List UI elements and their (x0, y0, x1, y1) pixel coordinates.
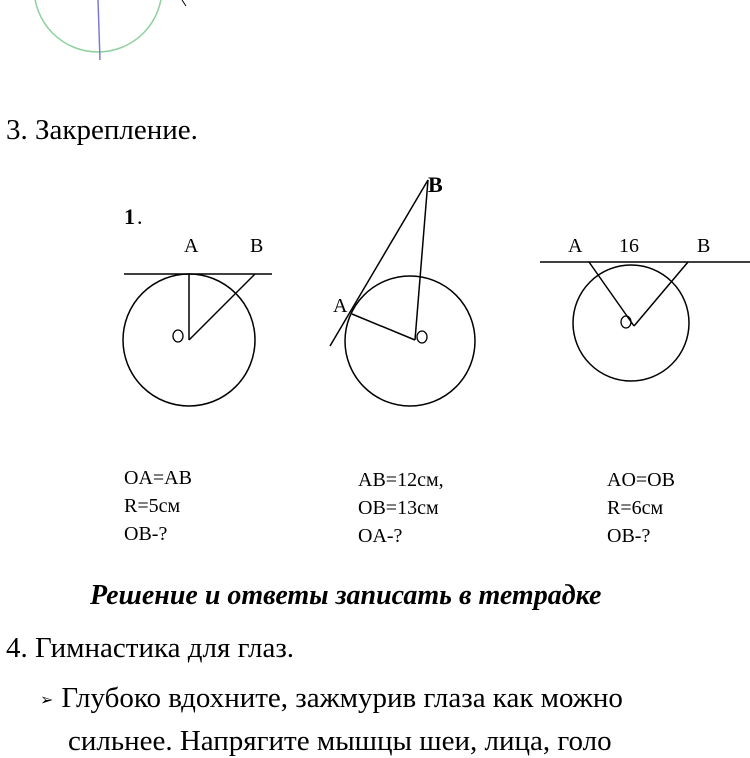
figure-2-label-b: B (428, 172, 443, 197)
figure-3 (540, 235, 750, 381)
figure-3-label-a: A (568, 235, 583, 257)
previous-figure-fragment (0, 0, 200, 70)
figure-1-label-b: B (250, 235, 264, 257)
figure-1-conditions (124, 464, 192, 548)
figure-1-segment-ob (189, 274, 255, 340)
condition-line: OA=AB (124, 467, 192, 489)
condition-line: OB=13см (358, 497, 439, 519)
bullet-text-line-1: Глубоко вдохните, зажмурив глаза как можно (61, 682, 623, 714)
figure-3-label-b: B (697, 235, 711, 257)
figure-2-tangent (330, 180, 428, 346)
figure-2-center-o (417, 331, 427, 343)
figure-3-conditions (607, 466, 675, 550)
condition-line: AB=12см, (358, 469, 444, 491)
figure-2-label-a: A (333, 295, 348, 317)
figure-3-segment-ob (634, 262, 688, 326)
problem-number-dot: . (137, 204, 143, 229)
condition-line: R=5см (124, 495, 181, 517)
figure-3-label-length: 16 (619, 235, 639, 257)
previous-line (98, 0, 100, 60)
figure-2-radius-oa (352, 314, 415, 340)
figure-2-conditions (358, 466, 444, 550)
figure-2-circle (345, 276, 475, 406)
figure-1 (123, 235, 272, 406)
figure-3-center-o (621, 316, 631, 328)
condition-line: OB-? (607, 525, 651, 547)
condition-line: R=6см (607, 497, 664, 519)
figure-2 (330, 172, 475, 406)
condition-line: OA-? (358, 525, 403, 547)
section-3-heading: 3. Закрепление. (6, 114, 198, 146)
geometry-figures (0, 160, 750, 460)
figure-2-segment-ob (415, 180, 428, 340)
problem-number: 1 (124, 204, 135, 229)
figure-1-label-a: A (184, 235, 199, 257)
condition-line: OB-? (124, 523, 168, 545)
section-4-heading: 4. Гимнастика для глаз. (6, 632, 295, 664)
previous-tick (182, 0, 186, 6)
instruction-text: Решение и ответы записать в тетрадке (90, 580, 602, 611)
condition-line: AO=OB (607, 469, 675, 491)
bullet-text-line-2: сильнее. Напрягите мышцы шеи, лица, голо (68, 725, 612, 757)
bullet-arrow-icon: ➢ (40, 692, 54, 710)
figure-1-center-o (173, 330, 183, 342)
bullet-item (40, 682, 623, 715)
